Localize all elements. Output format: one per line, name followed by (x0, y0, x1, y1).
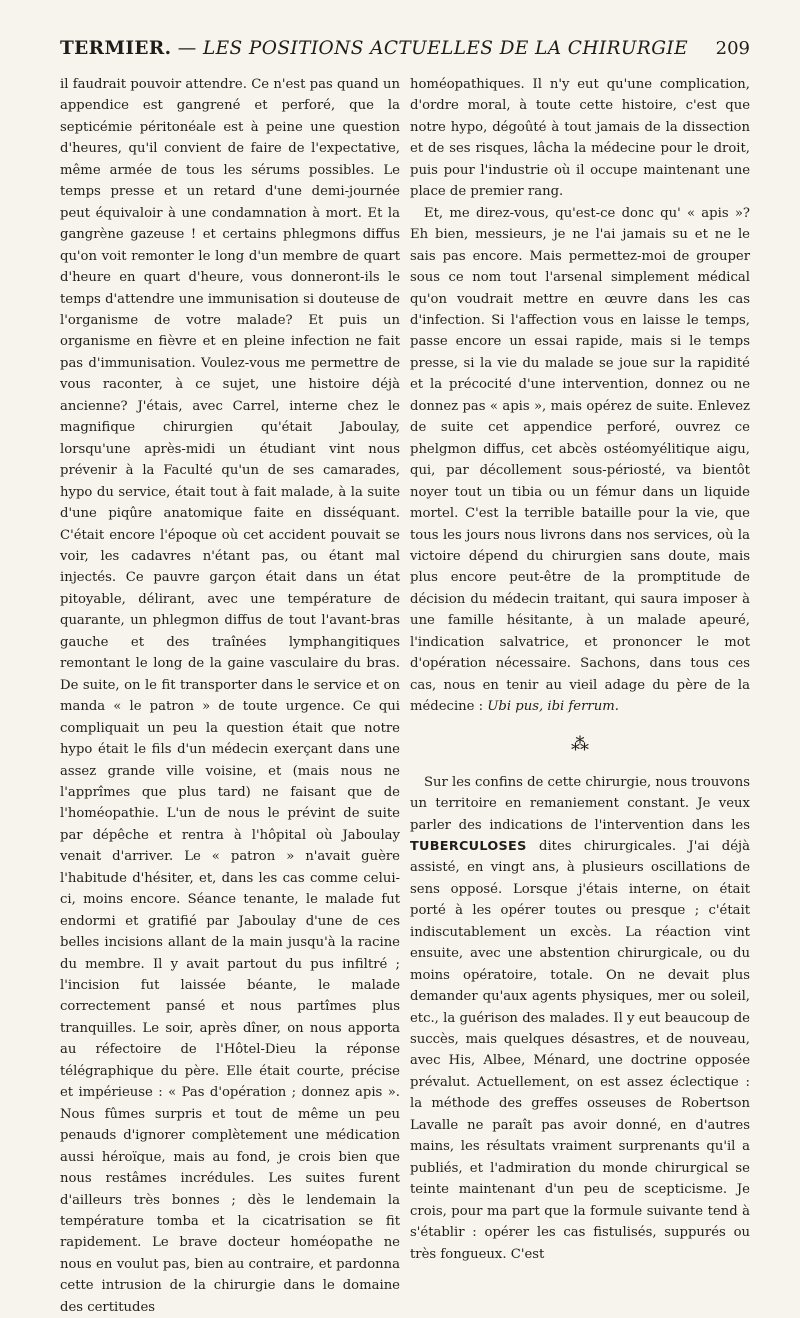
right-column (410, 74, 750, 1265)
header-author: TERMIER. (60, 38, 172, 59)
right-paragraph-2-text: Et, me direz-vous, qu'est-ce donc qu' « apis »? Eh bien, messieurs, je ne l'ai jamais su et ne le sais pas encore. Mais permettez-moi de grouper sous ce nom tout l'arsenal simplement médical qu'on voudrait mettre en œuvre dans les cas d'infection. Si l'affection vous en laisse le temps, passe encore un essai rapide, mais si le temps presse, si la vie du malade se joue sur la rapidité et la précocité d'une intervention, donnez ou ne donnez pas « apis », mais opérez de suite. Enlevez de suite cet appendice perforé, ouvrez ce phelgmon diffus, cet abcès ostéomyélitique aigu, qui, par décollement sous-périosté, va bientôt noyer tout un tibia ou un fémur dans un liquide mortel. C'est la terrible bataille pour la vie, que tous les jours nous livrons dans nos services, où la victoire dépend du chirurgien sans doute, mais plus encore peut-être de la promptitude de décision du médecin traitant, qui saura imposer à une famille hésitante, à un malade apeuré, l'indication salvatrice, et prononcer le mot d'opération nécessaire. Sachons, dans tous ces cas, nous en tenir au vieil adage du père de la médecine : (410, 205, 750, 715)
right-paragraph-3 (410, 772, 750, 1265)
page-number: 209 (715, 38, 750, 59)
right-paragraph-1: homéopathiques. Il n'y eut qu'une complication, d'ordre moral, à toute cette histoire, c'est que notre hypo, dégoûté à tout jamais de la dissection et de ses risques, lâcha la médecine pour le droit, puis pour l'industrie où il occupe maintenant une place de premier rang. (410, 77, 750, 200)
header-title-text: LES POSITIONS ACTUELLES DE LA CHIRURGIE (202, 38, 689, 59)
tuberculoses-term: TUBERCULOSES (410, 838, 527, 854)
header-title (60, 38, 688, 59)
right-paragraph-3-end: dites chirurgicales. J'ai déjà assisté, en vingt ans, à plusieurs oscillations de sens opposé. Lorsque j'étais interne, on était porté à les opérer toutes ou presque ; c'était indiscutablement un excès. La réaction vint ensuite, avec une abstention chirurgicale, ou du moins opératoire, totale. On ne devait plus demander qu'aux agents physiques, mer ou soleil, etc., la guérison des malades. Il y eut beaucoup de succès, mais quelques désastres, et de nouveau, avec His, Albee, Ménard, une doctrine opposée prévalut. Actuellement, on est assez éclectique : la méthode des greffes osseuses de Robertson Lavalle ne paraît pas avoir donné, en d'autres mains, les résultats vraiment surprenants qu'il a publiés, et l'admiration du monde chirurgical se teinte maintenant d'un peu de scepticisme. Je crois, pour ma part que la formule suivante tend à s'établir : opérer les cas fistulisés, suppurés ou très fongueux. C'est (410, 838, 750, 1262)
right-paragraph-3-start: Sur les confins de cette chirurgie, nous trouvons un territoire en remaniement constant. Je veux parler des indications de l'intervention dans les (410, 774, 750, 833)
section-separator: ⁂ (571, 733, 589, 755)
left-column (60, 74, 400, 1318)
running-header (60, 38, 750, 68)
header-dash: — (171, 38, 203, 59)
right-paragraph-2 (410, 203, 750, 718)
left-paragraph-1: il faudrait pouvoir attendre. Ce n'est pas quand un appendice est gangrené et perforé, que la septicémie péritonéale est à peine une question d'heures, qu'il convient de faire de l'expectative, même armée de tous les sérums possibles. Le temps presse et un retard d'une demi-journée peut équivaloir à une condamnation à mort. Et la gangrène gazeuse ! et certains phlegmons diffus qu'on voit remonter le long d'un membre de quart d'heure en quart d'heure, vous donneront-ils le temps d'attendre une immunisation si douteuse de l'organisme de votre malade? Et puis un organisme en fièvre et en pleine infection ne fait pas d'immunisation. Voulez-vous me permettre de vous raconter, à ce sujet, une histoire déjà ancienne? J'étais, avec Carrel, interne chez le magnifique chirurgien qu'était Jaboulay, lorsqu'une après-midi un étudiant vint nous prévenir à la Faculté qu'un de ses camarades, hypo du service, était tout à fait malade, à la suite d'une piqûre anatomique faite en disséquant. C'était encore l'époque où cet accident pouvait se voir, les cadavres n'étant pas, ou étant mal injectés. Ce pauvre garçon était dans un état pitoyable, délirant, avec une température de quarante, un phlegmon diffus de tout l'avant-bras gauche et des traînées lymphangitiques remontant le long de la gaine vasculaire du bras. De suite, on le fit transporter dans le service et on manda « le patron » de toute urgence. Ce qui compliquait un peu la question était que notre hypo était le fils d'un médecin exerçant dans une assez grande ville voisine, et (mais nous ne l'apprîmes que plus tard) ne faisant que de l'homéopathie. L'un de nous le prévint de suite par dépêche et rentra à l'hôpital où Jaboulay venait d'arriver. Le « patron » n'avait guère l'habitude d'hésiter, et, dans les cas comme celui-ci, moins encore. Séance tenante, le malade fut endormi et gratifié par Jaboulay d'une de ces belles incisions allant de la main jusqu'à la racine du membre. Il y avait partout du pus infiltré ; l'incision fut laissée béante, le malade correctement pansé et nous partîmes plus tranquilles. Le soir, après dîner, on nous apporta au réfectoire de l'Hôtel-Dieu la réponse télégraphique du père. Elle était courte, précise et impérieuse : « Pas d'opération ; donnez apis ». Nous fûmes surpris et tout de même un peu penauds d'ignorer complètement une médication aussi héroïque, mais au fond, je crois bien que nous restâmes incrédules. Les suites furent d'ailleurs très bonnes ; dès le lendemain la température tomba et la cicatrisation se fit rapidement. Le brave docteur homéopathe ne nous en voulut pas, bien au contraire, et pardonna cette intrusion de la chirurgie dans le domaine des certitudes (60, 77, 400, 1315)
latin-adage: Ubi pus, ibi ferrum. (487, 699, 619, 715)
